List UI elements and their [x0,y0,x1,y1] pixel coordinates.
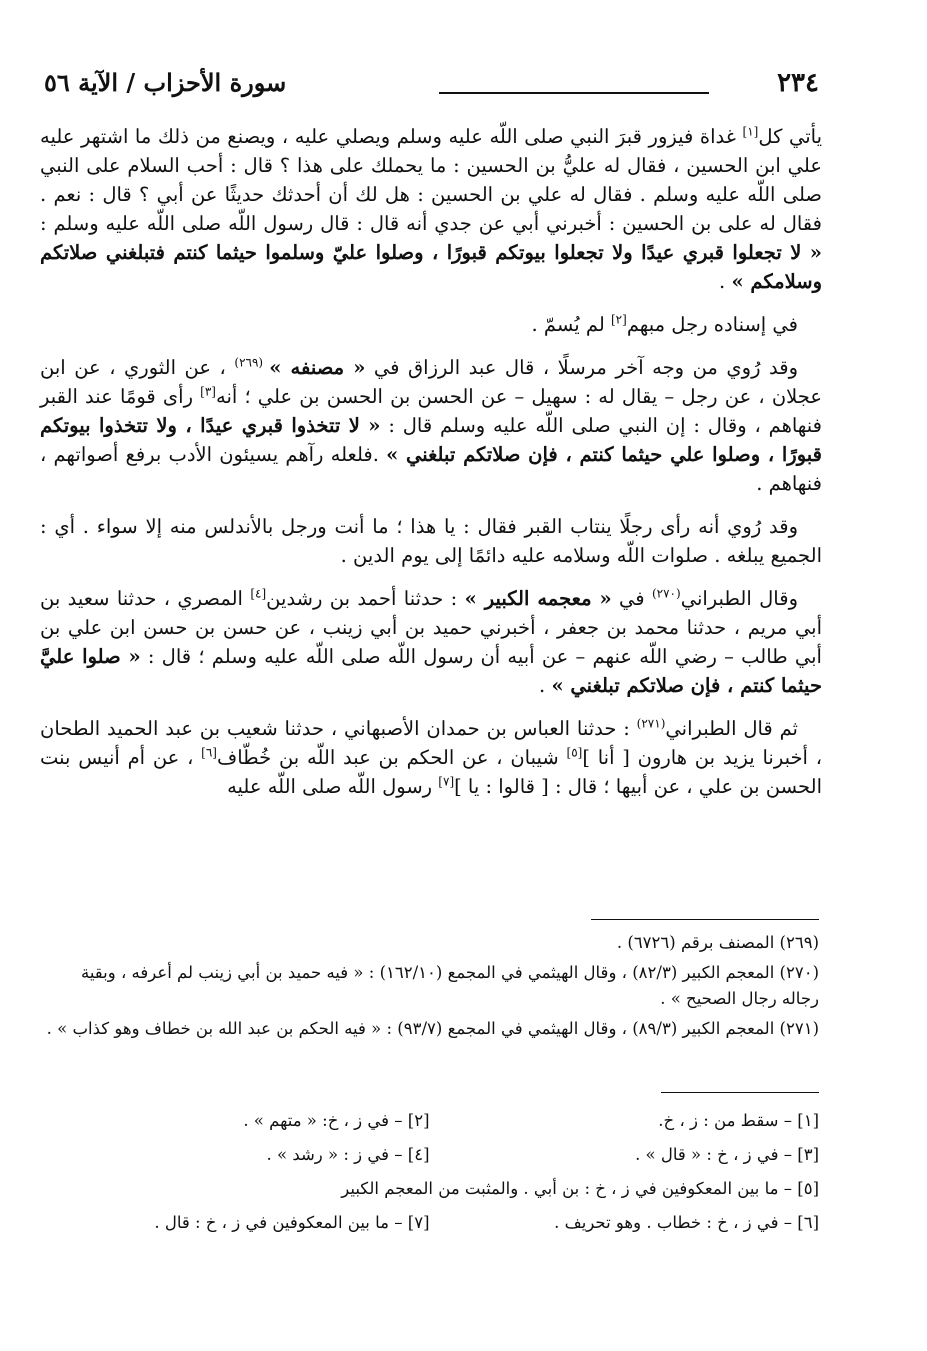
footnote-ref: (٢٧١) [636,716,666,731]
text-run: . [539,674,552,697]
paragraph-5 [40,584,822,700]
source-footnotes [40,930,819,1046]
paragraph-6 [40,714,822,801]
text-run: وقد رُوي أنه رأى رجلًا ينتاب القبر فقال : يا هذا ؛ ما أنت ورجل بالأندلس منه إلا سواء . أي : الجميع يبلغه . صلوات اللّه وسلامه عليه دائمًا إلى يوم الدين . [40,515,822,567]
critical-notes-row [40,1142,819,1168]
note-ref: [٦] [201,745,217,760]
critical-note-2: [٢] – في ز ، خ: « متهم » . [243,1111,430,1130]
note-ref: [١] [742,124,759,139]
text-run: في إسناده رجل مبهم [626,313,798,336]
footnote-ref: (٢٦٩) [234,355,270,370]
text-run: في [611,587,652,610]
text-run: : حدثنا العباس بن حمدان الأصبهاني ، حدثنا شعيب بن عبد الحميد الطحان ، أخبرنا يزيد بن هارون [ أنا ] [40,717,822,769]
footnote-269: (٢٦٩) المصنف برقم (٦٧٢٦) . [616,933,819,952]
critical-notes-row [40,1176,819,1202]
footnote-separator [591,919,819,920]
text-run: . [719,270,732,293]
header-rule [439,92,709,94]
text-run: رسول اللّه صلى اللّه عليه [227,775,439,798]
footnote-271: (٢٧١) المعجم الكبير (٨٩/٣) ، وقال الهيثمي في المجمع (٩٣/٧) : « فيه الحكم بن عبد الله بن خطاف وهو كذاب » . [46,1019,819,1038]
critical-note-3: [٣] – في ز ، خ : « قال » . [635,1145,819,1164]
critical-notes-row [40,1108,819,1134]
text-run: .فلعله رآهم يسيئون الأدب برفع أصواتهم ، فنهاهم . [40,443,822,495]
hadith-quote: « صلوا عليَّ حيثما كنتم ، فإن صلاتكم تبلغني » [40,645,822,697]
text-run: المصري ، حدثنا سعيد بن أبي مريم ، حدثنا محمد بن جعفر ، أخبرني حميد بن أبي زينب ، عن حسن بن حسن ابن علي بن أبي طالب – رضي اللّه عنهم – عن أبيه أن رسول اللّه صلى اللّه عليه وسلم ؛ قال : [40,587,822,668]
critical-notes-separator [661,1092,819,1093]
note-ref: [٧] [438,774,455,789]
note-ref: [٢] [610,312,627,327]
hadith-quote: « لا تتخذوا قبري عيدًا ، ولا تتخذوا بيوتكم قبورًا ، وصلوا علي حيثما كنتم ، فإن صلاتكم تبلغني » [40,414,822,466]
note-ref: [٥] [566,745,583,760]
hadith-quote: « لا تجعلوا قبري عيدًا ولا تجعلوا بيوتكم قبورًا ، وصلوا عليّ وسلموا حيثما كنتم فتبلغني صلاتكم وسلامكم » [40,241,822,293]
critical-note-4: [٤] – في ز : « رشد » . [266,1145,430,1164]
running-title: سورة الأحزاب / الآية ٥٦ [44,68,287,97]
text-run: لم يُسمّ . [531,313,611,336]
footnote-270: (٢٧٠) المعجم الكبير (٨٢/٣) ، وقال الهيثمي في المجمع (١٦٢/١٠) : « فيه حميد بن أبي زينب لم أعرفه ، وبقية رجاله رجال الصحيح » . [80,963,819,1008]
main-text [40,122,822,815]
text-run: ، عن الثوري ، عن ابن عجلان ، عن رجل – يقال له : سهيل – عن الحسن بن الحسن بن علي ؛ أنه [40,356,822,408]
critical-note-5: [٥] – ما بين المعكوفين في ز ، خ : بن أبي . والمثبت من المعجم الكبير [341,1179,819,1198]
paragraph-1 [40,122,822,296]
note-ref: [٤] [250,586,267,601]
critical-notes [40,1108,819,1244]
page-number: ٢٣٤ [777,68,819,98]
page-header [44,66,819,102]
critical-note-6: [٦] – في ز ، خ : خطاب . وهو تحريف . [554,1213,819,1232]
footnote-ref: (٢٧٠) [651,586,681,601]
paragraph-2 [40,310,822,339]
book-title: « معجمه الكبير » [464,587,612,610]
text-run: غداة فيزور قبرَ النبي صلى اللّه عليه وسلم ويصلي عليه ، ويصنع من ذلك ما اشتهر عليه علي ابن الحسين ، فقال له عليُّ بن الحسين : ما يحملك على هذا ؟ قال : أحب السلام على النبي صلى اللّه عليه وسلم . فقال له علي بن الحسين : هل لك أن أحدثك حديثًا عن أبي ؟ قال : نعم . فقال له على بن الحسين : أخبرني أبي عن جدي أنه قال : قال رسول اللّه صلى اللّه عليه وسلم : [40,125,822,235]
text-run: ، عن أم أنيس بنت الحسن بن علي ، عن أبيها ؛ قال : [ قالوا : يا ] [40,746,822,798]
critical-note-7: [٧] – ما بين المعكوفين في ز ، خ : قال . [154,1213,430,1232]
text-run: وقال الطبراني [680,587,798,610]
paragraph-3 [40,353,822,498]
critical-notes-row [40,1210,819,1236]
text-run: شيبان ، عن الحكم بن عبد اللّه بن خُطّاف [216,746,567,769]
paragraph-4 [40,512,822,570]
text-run: يأتي كل [758,125,822,148]
text-run: ثم قال الطبراني [665,717,798,740]
text-run: : حدثنا أحمد بن رشدين [266,587,465,610]
critical-note-1: [١] – سقط من : ز ، خ. [658,1111,819,1130]
note-ref: [٣] [200,384,216,399]
text-run: وقد رُوي من وجه آخر مرسلًا ، قال عبد الرزاق في [365,356,798,379]
book-title: « مصنفه » [269,356,366,379]
text-run: رأى قومًا عند القبر فنهاهم ، وقال : إن النبي صلى اللّه عليه وسلم قال : [40,385,822,437]
